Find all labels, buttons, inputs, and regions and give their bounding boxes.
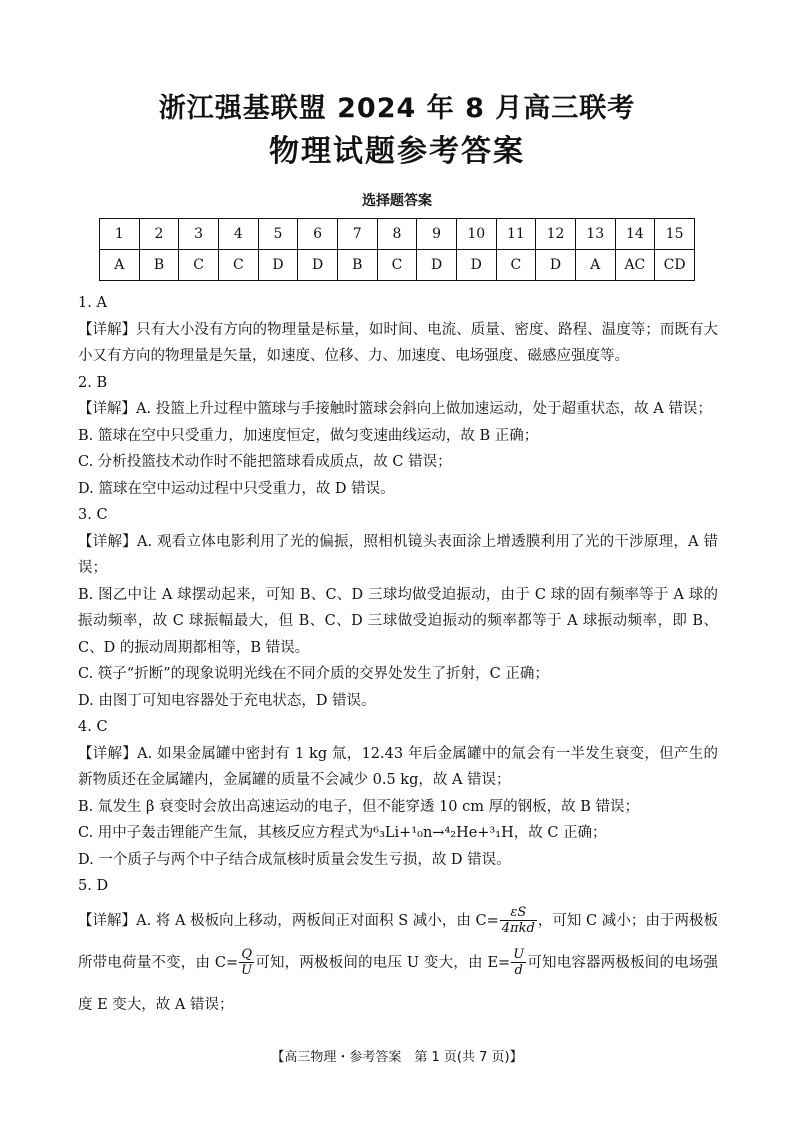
answer-cell: D bbox=[258, 250, 298, 281]
answer-cell: D bbox=[456, 250, 496, 281]
explanation-paragraph: 【详解】只有大小没有方向的物理量是标量，如时间、电流、质量、密度、路程、温度等；而既有大小又有方向的物理量是矢量，如速度、位移、力、加速度、电场强度、磁感应强度等。 bbox=[78, 321, 718, 364]
answer-cell: A bbox=[100, 250, 140, 281]
question-number: 8 bbox=[377, 219, 417, 250]
answer-cell: C bbox=[179, 250, 219, 281]
question-number: 9 bbox=[417, 219, 457, 250]
question-number: 13 bbox=[575, 219, 615, 250]
charge-voltage-formula bbox=[239, 947, 254, 978]
solutions bbox=[78, 290, 718, 1026]
question-number: 15 bbox=[655, 219, 695, 250]
fraction-numerator: U bbox=[513, 947, 525, 962]
question-number: 12 bbox=[536, 219, 576, 250]
text-run: 【详解】A. 将 A 极板向上移动，两板间正对面积 S 减小，由 C= bbox=[78, 912, 499, 929]
question-heading: 5. D bbox=[78, 878, 109, 894]
fraction-denominator: 4πkd bbox=[501, 921, 535, 936]
question-number: 7 bbox=[337, 219, 377, 250]
capacitance-formula bbox=[500, 905, 537, 936]
text-run: 可知，两极板间的电压 U 变大，由 E= bbox=[255, 954, 511, 971]
question-number: 14 bbox=[615, 219, 655, 250]
text-run: 可知电容器两极板间的电场强度 E 变大，故 A 错误； bbox=[78, 954, 719, 1013]
answer-cell: D bbox=[417, 250, 457, 281]
question-number: 6 bbox=[298, 219, 338, 250]
question-heading: 3. C bbox=[78, 507, 108, 523]
document-title: 物理试题参考答案 bbox=[269, 134, 525, 169]
answer-cell: B bbox=[337, 250, 377, 281]
answer-cell: CD bbox=[655, 250, 695, 281]
answer-row bbox=[100, 250, 695, 281]
question-heading: 4. C bbox=[78, 719, 108, 735]
question-number: 1 bbox=[100, 219, 140, 250]
table-caption: 选择题答案 bbox=[362, 193, 432, 209]
field-strength-formula bbox=[511, 947, 526, 978]
fraction-denominator: d bbox=[514, 963, 523, 978]
question-number: 11 bbox=[496, 219, 536, 250]
explanation-paragraph: C. 用中子轰击锂能产生氚，其核反应方程式为⁶₃Li+¹₀n→⁴₂He+³₁H，故 C 正确； bbox=[78, 825, 607, 841]
question-number: 5 bbox=[258, 219, 298, 250]
answer-cell: A bbox=[575, 250, 615, 281]
explanation-paragraph: B. 篮球在空中只受重力，加速度恒定，做匀变速曲线运动，故 B 正确； bbox=[78, 427, 539, 444]
explanation-paragraph: 【详解】A. 如果金属罐中密封有 1 kg 氚，12.43 年后金属罐中的氚会有一半发生衰变，但产生的新物质还在金属罐内，金属罐的质量不会减少 0.5 kg，故 A 错误； bbox=[78, 745, 718, 788]
question-number: 4 bbox=[218, 219, 258, 250]
answer-cell: C bbox=[218, 250, 258, 281]
question-heading: 1. A bbox=[78, 295, 107, 311]
answer-cell: C bbox=[377, 250, 417, 281]
answer-cell: D bbox=[298, 250, 338, 281]
explanation-paragraph: 【详解】A. 投篮上升过程中篮球与手接触时篮球会斜向上做加速运动，处于超重状态，故 A 错误； bbox=[78, 401, 712, 417]
explanation-paragraph: D. 篮球在空中运动过程中只受重力，故 D 错误。 bbox=[78, 480, 395, 497]
explanation-paragraph bbox=[78, 900, 718, 1026]
explanation-paragraph: C. 筷子“折断”的现象说明光线在不同介质的交界处发生了折射，C 正确； bbox=[78, 666, 549, 682]
explanation-paragraph: B. 氚发生 β 衰变时会放出高速运动的电子，但不能穿透 10 cm 厚的钢板，故 B 错误； bbox=[78, 798, 639, 815]
explanation-paragraph: D. 由图丁可知电容器处于充电状态，D 错误。 bbox=[78, 692, 376, 709]
question-number: 2 bbox=[139, 219, 179, 250]
page-footer: 【高三物理・参考答案 第 1 页(共 7 页)】 bbox=[271, 1050, 523, 1065]
question-number-row bbox=[100, 219, 695, 250]
answer-cell: C bbox=[496, 250, 536, 281]
answer-table bbox=[99, 218, 695, 281]
fraction-numerator: εS bbox=[500, 905, 537, 921]
fraction-numerator: Q bbox=[239, 947, 254, 963]
answer-cell: D bbox=[536, 250, 576, 281]
question-number: 10 bbox=[456, 219, 496, 250]
question-heading: 2. B bbox=[78, 374, 108, 391]
explanation-paragraph: B. 图乙中让 A 球摆动起来，可知 B、C、D 三球均做受迫振动，由于 C 球的固有频率等于 A 球的振动频率，故 C 球振幅最大，但 B、C、D 三球做受迫振动的频率都等于 A 球振动频率，即 B、C、D 的振动周期都相等，B 错误。 bbox=[78, 586, 718, 656]
explanation-paragraph: 【详解】A. 观看立体电影利用了光的偏振，照相机镜头表面涂上增透膜利用了光的干涉原理，A 错误； bbox=[78, 533, 718, 576]
explanation-paragraph: D. 一个质子与两个中子结合成氚核时质量会发生亏损，故 D 错误。 bbox=[78, 851, 511, 868]
answer-cell: B bbox=[139, 250, 179, 281]
explanation-paragraph: C. 分析投篮技术动作时不能把篮球看成质点，故 C 错误； bbox=[78, 454, 452, 470]
question-number: 3 bbox=[179, 219, 219, 250]
answer-cell: AC bbox=[615, 250, 655, 281]
exam-title: 浙江强基联盟 2024 年 8 月高三联考 bbox=[158, 93, 636, 124]
text-run: ，可知 C 减小；由于两极板所带电荷量不变，由 C= bbox=[78, 912, 719, 971]
fraction-denominator: U bbox=[241, 963, 253, 978]
